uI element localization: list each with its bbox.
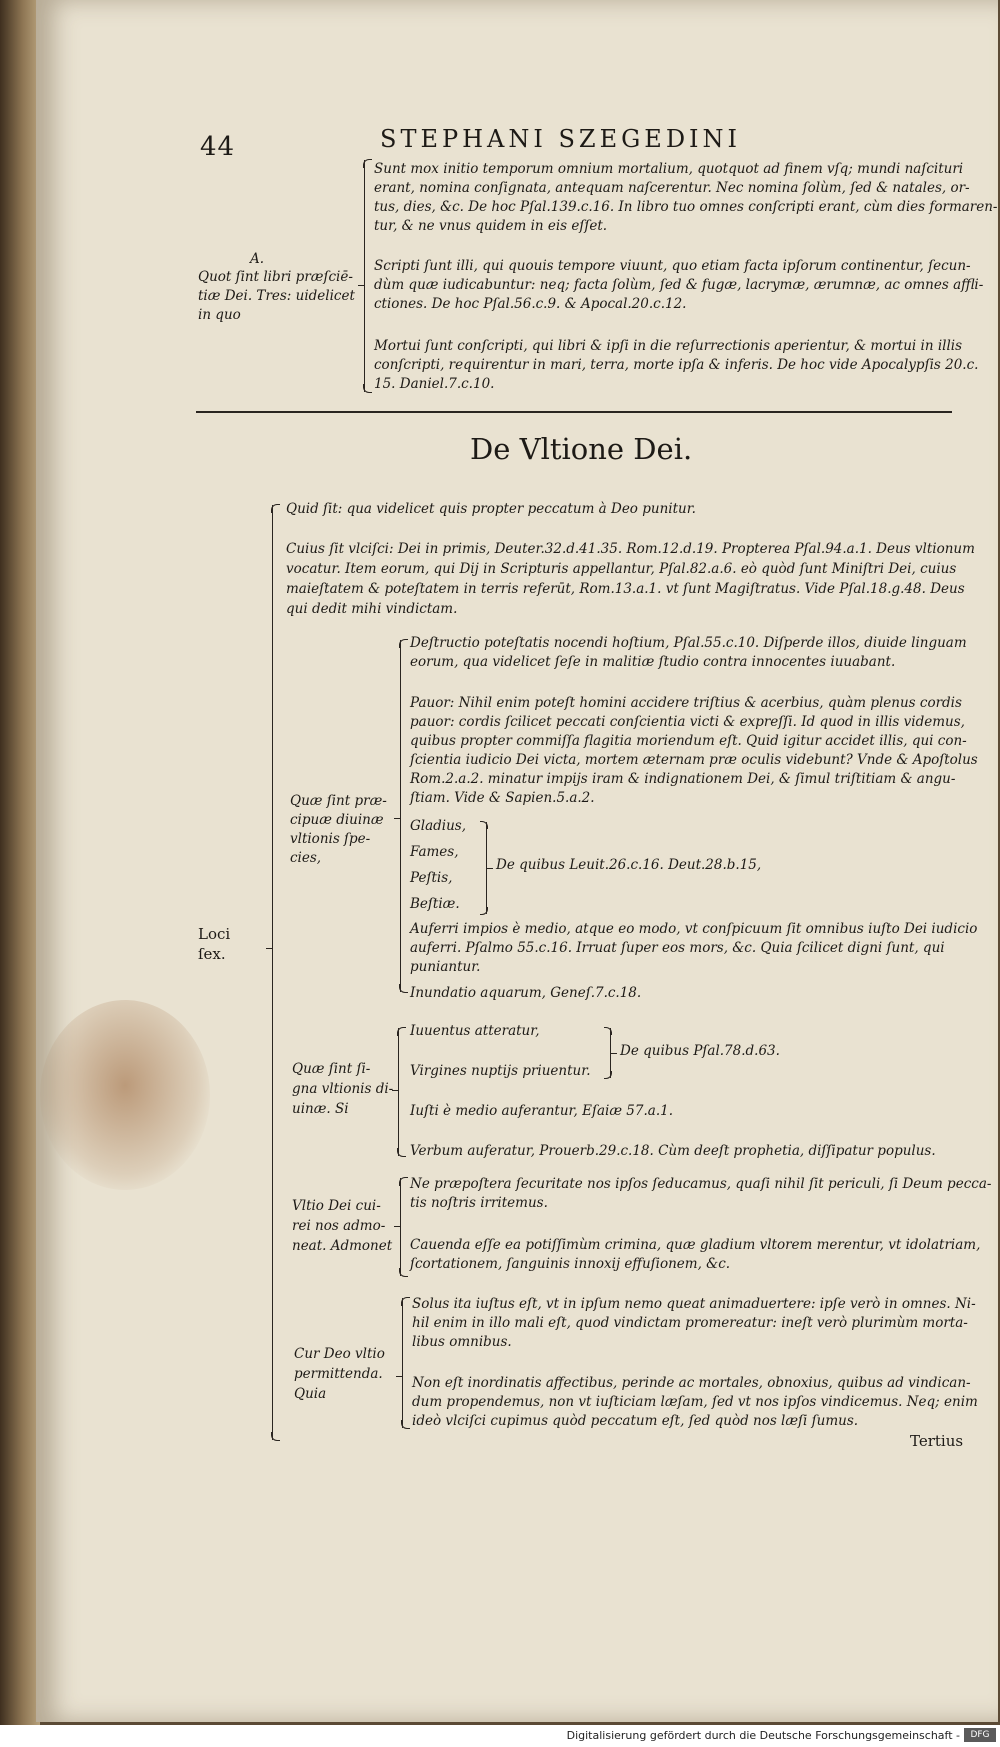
brace-tip (394, 1226, 400, 1227)
species-line: Inundatio aquarum, Geneſ.7.c.18. (410, 985, 642, 1001)
species-label-line: cipuæ diuinæ (290, 812, 384, 828)
species-line: auferri. Pſalmo 55.c.16. Irruat ſuper eos mors, &c. Quia ſcilicet digni ſunt, qui (410, 940, 945, 956)
admonet-label-line: Vltio Dei cui- (292, 1198, 381, 1214)
species-line: puniantur. (410, 959, 481, 975)
running-head: STEPHANI SZEGEDINI (380, 125, 742, 153)
digitization-footer (0, 1725, 1000, 1747)
catchword: Tertius (910, 1432, 964, 1450)
cuius-line: qui dedit mihi vindictam. (286, 601, 458, 617)
brace-tip (611, 1053, 617, 1054)
brace-species (400, 640, 401, 992)
signa-item: Virgines nuptijs priuentur. (410, 1063, 591, 1079)
entry-line: tur, & ne vnus quidem in eis eſſet. (374, 218, 608, 234)
cur-label-line: permittenda. (294, 1366, 383, 1382)
section-title: De Vltione Dei. (470, 432, 693, 466)
brace-tip (266, 948, 272, 949)
admonet-line: Ne præpoſtera ſecuritate nos ipſos ſeducamus, quaſi nihil ſit periculi, ſi Deum pecca- (410, 1176, 992, 1192)
cur-label-line: Cur Deo vltio (294, 1346, 385, 1362)
species-line: Pauor: Nihil enim poteſt homini accidere triſtius & acerbius, quàm plenus cordis (410, 695, 962, 711)
admonet-line: tis noſtris irritemus. (410, 1195, 548, 1211)
root-label-line: Loci (198, 925, 231, 943)
entry-line: conſcripti, requirentur in mari, terra, morte ipſa & inferis. De hoc vide Apocalypſis 20.c. (374, 357, 979, 373)
species-label-line: vltionis ſpe- (290, 831, 371, 847)
dfg-logo: DFG (964, 1728, 996, 1742)
cur-line: Solus ita iuſtus eſt, vt in ipſum nemo queat animaduertere: ipſe verò in omnes. Ni- (412, 1296, 976, 1312)
section-rule (196, 411, 952, 413)
species-line: ſtiam. Vide & Sapien.5.a.2. (410, 790, 595, 806)
species-line: quibus propter commiſſa flagitia moriendum eſt. Quid igitur accidet illis, qui con- (410, 733, 967, 749)
cur-line: Non eſt inordinatis affectibus, perinde ac mortales, obnoxius, quibus ad vindican- (412, 1375, 971, 1391)
page-number: 44 (200, 132, 236, 162)
species-label-line: Quæ ſint præ- (290, 793, 387, 809)
signa-item: Verbum auferatur, Prouerb.29.c.18. Cùm deeſt prophetia, diſſipatur populus. (410, 1143, 936, 1159)
brace-tip (358, 285, 364, 286)
top-label-line: in quo (198, 307, 241, 323)
cuius-line: vocatur. Item eorum, qui Dij in Scripturis appellantur, Pſal.82.a.6. eò quòd ſunt Miniſtri Dei, cuius (286, 561, 957, 577)
species-line: Rom.2.a.2. minatur impijs iram & indignationem Dei, & ſimul triſtitiam & angu- (410, 771, 956, 787)
top-label-line: Quot ſint libri præſciē- (198, 269, 353, 285)
cuius-line: Cuius ſit vlciſci: Dei in primis, Deuter.32.d.41.35. Rom.12.d.19. Propterea Pſal.94.a.1. Deus vltionum (286, 541, 975, 557)
section-marker: A. (250, 251, 265, 267)
brace-root (272, 505, 273, 1440)
cuius-line: maieſtatem & poteſtatem in terris referūt, Rom.13.a.1. vt ſunt Magiſtratus. Vide Pſal.18.g.48. Deus (286, 581, 965, 597)
book-binding-edge (0, 0, 40, 1747)
species-line: Deſtructio poteſtatis nocendi hoſtium, Pſal.55.c.10. Diſperde illos, diuide linguam (410, 635, 967, 651)
signa-pair-reference: De quibus Pſal.78.d.63. (620, 1043, 780, 1059)
brace-tip (396, 1376, 402, 1377)
cur-label-line: Quia (294, 1386, 327, 1402)
admonet-label-line: rei nos admo- (292, 1218, 386, 1234)
entry-line: erant, nomina conſignata, antequam naſcerentur. Nec nomina ſolùm, ſed & natales, or- (374, 180, 970, 196)
root-label-line: ſex. (198, 945, 226, 963)
brace-plagues (480, 822, 487, 914)
brace-tip (392, 1090, 398, 1091)
entry-line: tus, dies, &c. De hoc Pſal.139.c.16. In libro tuo omnes conſcripti erant, cùm dies formaren- (374, 199, 998, 215)
entry-line: Scripti ſunt illi, qui quouis tempore viuunt, quo etiam facta ipſorum continentur, ſecun- (374, 258, 971, 274)
quid-line: Quid ſit: qua videlicet quis propter peccatum à Deo punitur. (286, 501, 696, 517)
entry-line: dùm quæ iudicabuntur: neq; facta ſolùm, ſed & fugæ, lacrymæ, ærumnæ, ac omnes affli- (374, 277, 984, 293)
signa-label-line: uinæ. Si (292, 1101, 349, 1117)
signa-item: Iuſti è medio auferantur, Eſaiæ 57.a.1. (410, 1103, 673, 1119)
brace-signa-pair (604, 1028, 611, 1078)
admonet-line: Cauenda eſſe ea potiſſimùm crimina, quæ gladium vltorem merentur, vt idolatriam, (410, 1237, 981, 1253)
plagues-reference: De quibus Leuit.26.c.16. Deut.28.b.15, (496, 857, 762, 873)
brace-tip (487, 868, 493, 869)
entry-line: Sunt mox initio temporum omnium mortalium, quotquot ad finem vſq; mundi naſcituri (374, 161, 964, 177)
species-line: ſcientia iudicio Dei victa, mortem æternam præ oculis videbunt? Vnde & Apoſtolus (410, 752, 978, 768)
signa-label-line: Quæ ſint ſi- (292, 1061, 371, 1077)
plague-item: Beſtiæ. (410, 896, 460, 912)
footer-text: Digitalisierung gefördert durch die Deutsche Forschungsgemeinschaft - (566, 1729, 960, 1742)
cur-line: hil enim in illo mali eſt, quod vindictam promereatur: ineſt verò plurimùm morta- (412, 1315, 968, 1331)
cur-line: dum propendemus, non vt iuſticiam læſam, ſed vt nos ipſos vindicemus. Neq; enim (412, 1394, 978, 1410)
brace-top (364, 160, 365, 392)
plague-item: Gladius, (410, 818, 467, 834)
brace-admonet (400, 1178, 401, 1276)
signa-item: Iuuentus atteratur, (410, 1023, 540, 1039)
brace-cur (402, 1298, 403, 1428)
species-label-line: cies, (290, 850, 322, 866)
water-stain (40, 1000, 210, 1190)
entry-line: 15. Daniel.7.c.10. (374, 376, 495, 392)
species-line: eorum, qua videlicet ſeſe in malitiæ ſtudio contra innocentes iuuabant. (410, 654, 896, 670)
brace-signa (398, 1028, 399, 1156)
plague-item: Peſtis, (410, 870, 453, 886)
entry-line: Mortui ſunt conſcripti, qui libri & ipſi in die reſurrectionis aperientur, & mortui in illis (374, 338, 963, 354)
cur-line: ideò vlciſci cupimus quòd peccatum eſt, ſed quòd nos læſi ſumus. (412, 1413, 859, 1429)
admonet-line: ſcortationem, ſanguinis innoxij effuſionem, &c. (410, 1256, 731, 1272)
admonet-label-line: neat. Admonet (292, 1238, 393, 1254)
species-line: Auferri impios è medio, atque eo modo, vt conſpicuum ſit omnibus iuſto Dei iudicio (410, 921, 978, 937)
brace-tip (394, 818, 400, 819)
top-label-line: tiæ Dei. Tres: uidelicet (198, 288, 355, 304)
species-line: pauor: cordis ſcilicet peccati conſcientia victi & expreſſi. Id quod in illis videmus, (410, 714, 965, 730)
entry-line: ctiones. De hoc Pſal.56.c.9. & Apocal.20.c.12. (374, 296, 687, 312)
plague-item: Fames, (410, 844, 459, 860)
cur-line: libus omnibus. (412, 1334, 512, 1350)
signa-label-line: gna vltionis di- (292, 1081, 394, 1097)
